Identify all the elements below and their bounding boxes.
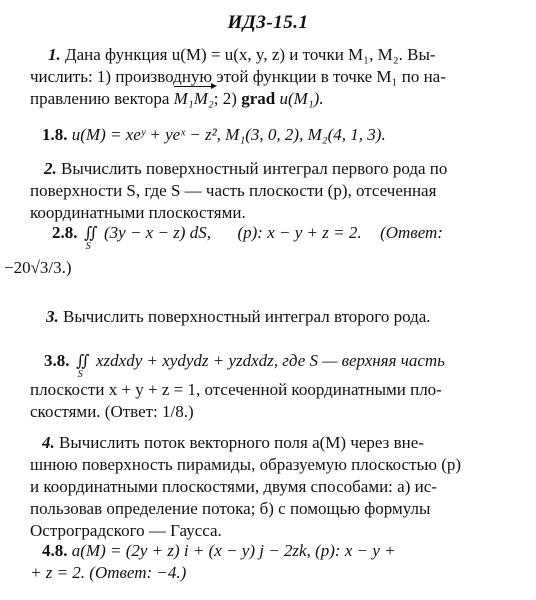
task-4-line-3: и координатными плоскостями, двумя способами: а) ис- <box>30 477 437 496</box>
task-4-line-5: Остроградского — Гаусса. <box>30 521 222 540</box>
task-2-8-answer-label: (Ответ: <box>380 223 443 242</box>
task-3-8-line-1 <box>30 350 516 380</box>
task-3-8 <box>30 350 516 423</box>
task-2-8-number: 2.8. <box>52 223 78 242</box>
task-2-8-integrand: (3y − x − z) dS, <box>104 223 211 242</box>
task-4-line-2: шнюю поверхность пирамиды, образуемую плоскостью (p) <box>30 455 462 474</box>
task-2-8-plane: (p): x − y + z = 2. <box>237 223 362 242</box>
vector-m1m2: M₁M₂ <box>173 89 214 108</box>
task-4-8-number: 4.8. <box>42 541 68 560</box>
task-2-8-answer: −20√3/3.) <box>4 258 72 277</box>
integral-subscript: S <box>85 241 91 252</box>
task-2-line-3: координатными плоскостями. <box>30 203 246 222</box>
task-3-line-1 <box>30 306 516 328</box>
task-2-8 <box>4 222 516 279</box>
task-3-8-line-2: плоскости x + y + z = 1, отсеченной координатными пло- <box>30 380 442 399</box>
task-2-line-2: поверхности S, где S — часть плоскости (p), отсеченная <box>30 181 437 200</box>
grad-operator: grad <box>241 89 276 108</box>
double-integral-sign: ∬ S <box>82 222 100 245</box>
task-1-line-3-mid: ; 2) <box>213 89 242 108</box>
task-1-line-1 <box>30 44 516 66</box>
task-3-8-line-3: скостями. (Ответ: 1/8.) <box>30 402 194 421</box>
integral-subscript: S <box>77 369 83 380</box>
task-4-line-4: пользовав определение потока; б) с помощью формулы <box>30 499 431 518</box>
task-4-line-1 <box>30 432 516 454</box>
task-3-number: 3. <box>46 307 59 326</box>
task-1-number: 1. <box>48 45 61 64</box>
task-4-8 <box>30 540 516 584</box>
task-2 <box>30 158 516 224</box>
task-4-8-text-1: a(M) = (2y + z) i + (x − y) j − 2zk, (p): x − y + <box>71 541 396 560</box>
task-4-8-line-1 <box>30 540 516 562</box>
task-4-number: 4. <box>42 433 55 452</box>
task-2-8-line-1 <box>30 222 516 252</box>
task-1-line-3 <box>30 88 516 110</box>
document-title: ИДЗ-15.1 <box>227 12 309 33</box>
task-2-text-1: Вычислить поверхностный интеграл первого рода по <box>61 159 448 178</box>
double-integral-sign: ∬ S <box>74 350 92 373</box>
task-1-text-1: Дана функция u(M) = u(x, y, z) и точки M₁, M₂. Вы- <box>65 45 436 64</box>
task-1-8-text: u(M) = xeʸ + yeˣ − z², M₁(3, 0, 2), M₂(4, 1, 3). <box>71 125 386 144</box>
task-3 <box>30 306 516 328</box>
task-3-text: Вычислить поверхностный интеграл второго рода. <box>63 307 431 326</box>
task-4-text-1: Вычислить поток векторного поля a(M) через вне- <box>59 433 424 452</box>
task-1-8-line <box>30 124 516 146</box>
task-4 <box>30 432 516 542</box>
task-1-line-3-post: u(M₁). <box>275 89 324 108</box>
task-3-8-number: 3.8. <box>44 351 70 370</box>
task-1-8 <box>30 124 516 146</box>
task-1-8-number: 1.8. <box>42 125 68 144</box>
task-1 <box>30 44 516 110</box>
task-3-8-text-1: xzdxdy + xydydz + yzdxdz, где S — верхняя часть <box>96 351 445 370</box>
task-1-line-2: числить: 1) производную этой функции в точке M₁ по на- <box>30 67 446 86</box>
task-4-8-line-2: + z = 2. (Ответ: −4.) <box>30 563 187 582</box>
task-1-line-3-pre: правлению вектора <box>30 89 174 108</box>
task-2-number: 2. <box>44 159 57 178</box>
task-2-line-1 <box>30 158 516 180</box>
